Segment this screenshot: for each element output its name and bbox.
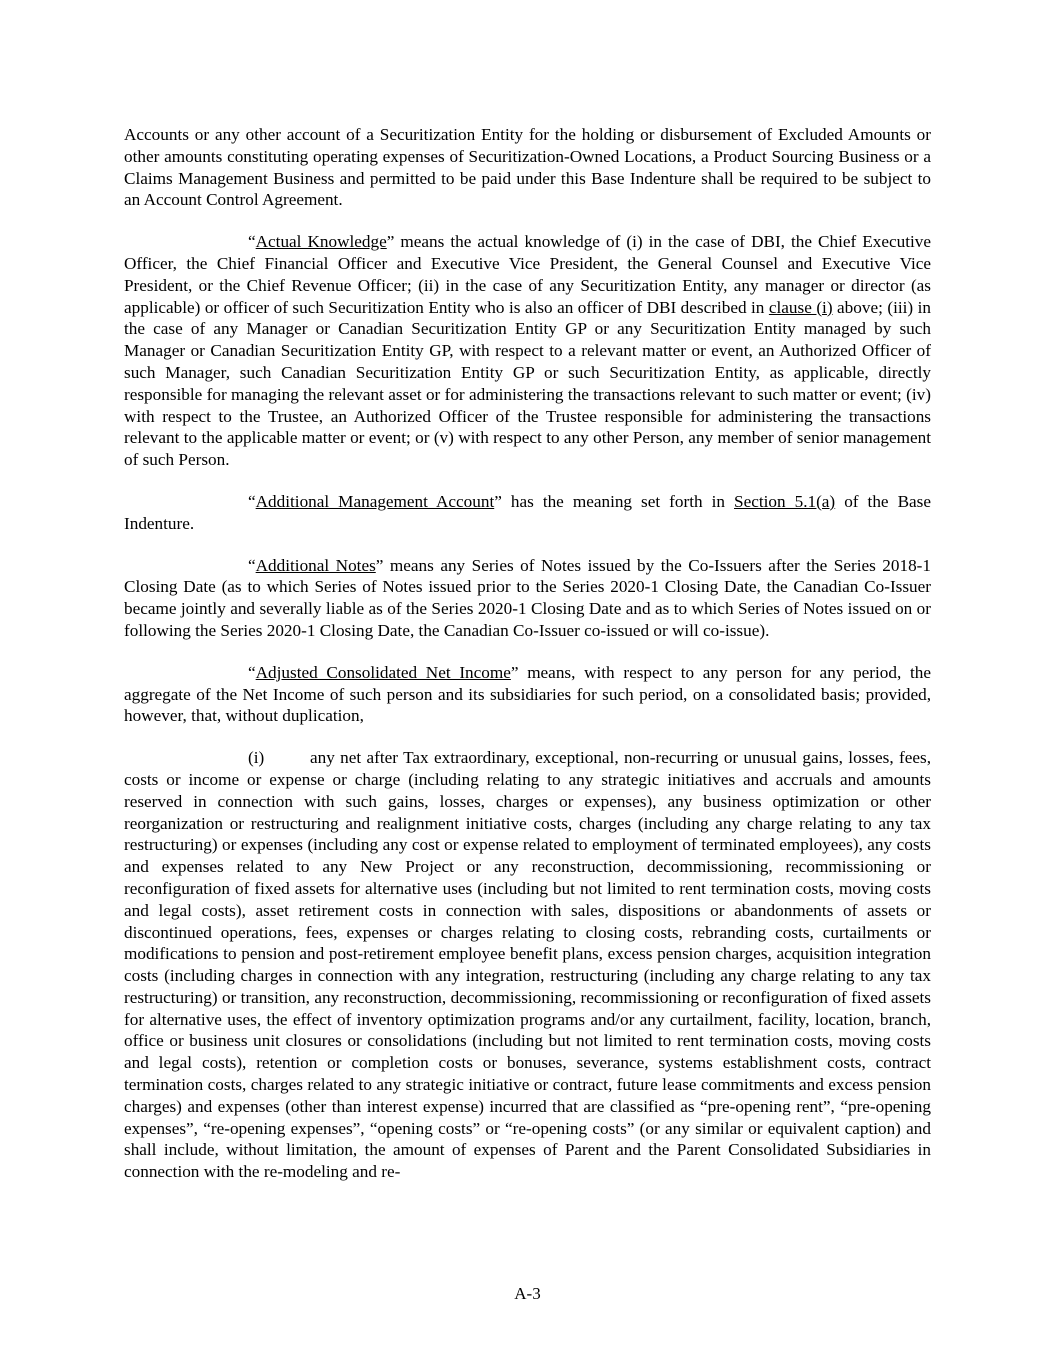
definition-text: ” means, with respect to any person for any period, the aggregate of the Net Income of such person and its subsidiaries for such period, on a consolidated basis; provided, however, that, without duplication, (124, 662, 931, 726)
definition-additional-notes (124, 555, 931, 642)
cross-reference-section-5-1-a: Section 5.1(a) (734, 491, 836, 511)
definition-text: above; (iii) in the case of any Manager or Canadian Securitization Entity GP or any Securitization Entity managed by such Manager or Canadian Securitization Entity GP, with respect to a relevant matter or event, an Authorized Officer of such Manager, such Canadian Securitization Entity GP or such Securitization Entity, as applicable, directly responsible for managing the relevant asset or for administering the transactions relevant to such matter or event; (iv) with respect to the Trustee, an Authorized Officer of the Trustee responsible for administering the transactions relevant to the applicable matter or event; or (v) with respect to any other Person, any member of senior management of such Person. (124, 297, 931, 470)
defined-term-additional-notes: Additional Notes (255, 555, 376, 575)
definition-text: ” means any Series of Notes issued by the Co-Issuers after the Series 2018-1 Closing Date (as to which Series of Notes issued prior to the Series 2020-1 Closing Date, the Canadian Co-Issuer became jointly and severally liable as of the Series 2020-1 Closing Date and as to which Series of Notes issued on or following the Series 2020-1 Closing Date, the Canadian Co-Issuer co-issued or will co-issue). (124, 555, 931, 640)
document-body (124, 124, 931, 1203)
page-number: A-3 (514, 1284, 541, 1303)
definition-actual-knowledge (124, 231, 931, 471)
definition-additional-management-account (124, 491, 931, 535)
open-quote: “ (248, 662, 256, 682)
clause-text: any net after Tax extraordinary, exceptional, non-recurring or unusual gains, losses, fees, costs or income or expense or charge (including relating to any strategic initiatives and accruals and amounts reserved in connection with such gains, losses, charges or expenses), any business optimization or other reorganization or restructuring and realignment initiative costs, charges (including any charge relating to any tax restructuring) or expenses (including any cost or expense related to employment of terminated employees), any costs and expenses related to any New Project or any reconstruction, decommissioning, recommissioning or reconfiguration of fixed assets for alternative uses (including but not limited to rent termination costs, moving costs and legal costs), asset retirement costs in connection with sales, dispositions or abandonments of assets or discontinued operations, fees, expenses or charges relating to closing costs, rebranding costs, curtailments or modifications to pension and post-retirement employee benefit plans, excess pension charges, acquisition integration costs (including charges in connection with any integration, restructuring (including any charge relating to any tax restructuring) or transition, any reconstruction, decommissioning, recommissioning or reconfiguration of fixed assets for alternative uses, the effect of inventory optimization programs and/or any curtailment, facility, location, branch, office or business unit closures or consolidations (including but not limited to rent termination costs, moving costs and legal costs), retention or completion costs or bonuses, severance, systems establishment costs, contract termination costs, charges related to any strategic initiative or contract, future lease commitments and excess pension charges) and expenses (other than interest expense) incurred that are classified as “pre-opening rent”, “pre-opening expenses”, “re-opening expenses”, “opening costs” or “re-opening costs” (or any similar or equivalent caption) and shall include, without limitation, the amount of expenses of Parent and the Parent Consolidated Subsidiaries in connection with the re-modeling and re- (124, 748, 931, 1182)
definition-text: of the Base Indenture. (124, 491, 931, 533)
open-quote: “ (248, 555, 256, 575)
defined-term-adjusted-consolidated-net-income: Adjusted Consolidated Net Income (255, 662, 511, 682)
open-quote: “ (248, 232, 256, 252)
definition-adjusted-consolidated-net-income (124, 662, 931, 727)
clause-i-paragraph (124, 747, 931, 1183)
definition-text: ” has the meaning set forth in (494, 491, 735, 511)
definition-text: ” means the actual knowledge of (i) in the case of DBI, the Chief Executive Officer, the Chief Financial Officer and Executive Vice President, the General Counsel and Executive Vice President, or the Chief Revenue Officer; (ii) in the case of any Securitization Entity, any manager or director (as applicable) or officer of such Securitization Entity who is also an officer of DBI described in (124, 232, 932, 317)
defined-term-actual-knowledge: Actual Knowledge (255, 232, 387, 252)
defined-term-additional-management-account: Additional Management Account (255, 491, 495, 511)
clause-number: (i) (248, 748, 265, 768)
cross-reference-clause-i: clause (i) (768, 297, 833, 317)
open-quote: “ (248, 491, 256, 511)
continuation-paragraph: Accounts or any other account of a Securitization Entity for the holding or disbursement of Excluded Amounts or other amounts constituting operating expenses of Securitization-Owned Locations, a Product Sourcing Business or a Claims Management Business and permitted to be paid under this Base Indenture shall be required to be subject to an Account Control Agreement. (124, 125, 931, 210)
